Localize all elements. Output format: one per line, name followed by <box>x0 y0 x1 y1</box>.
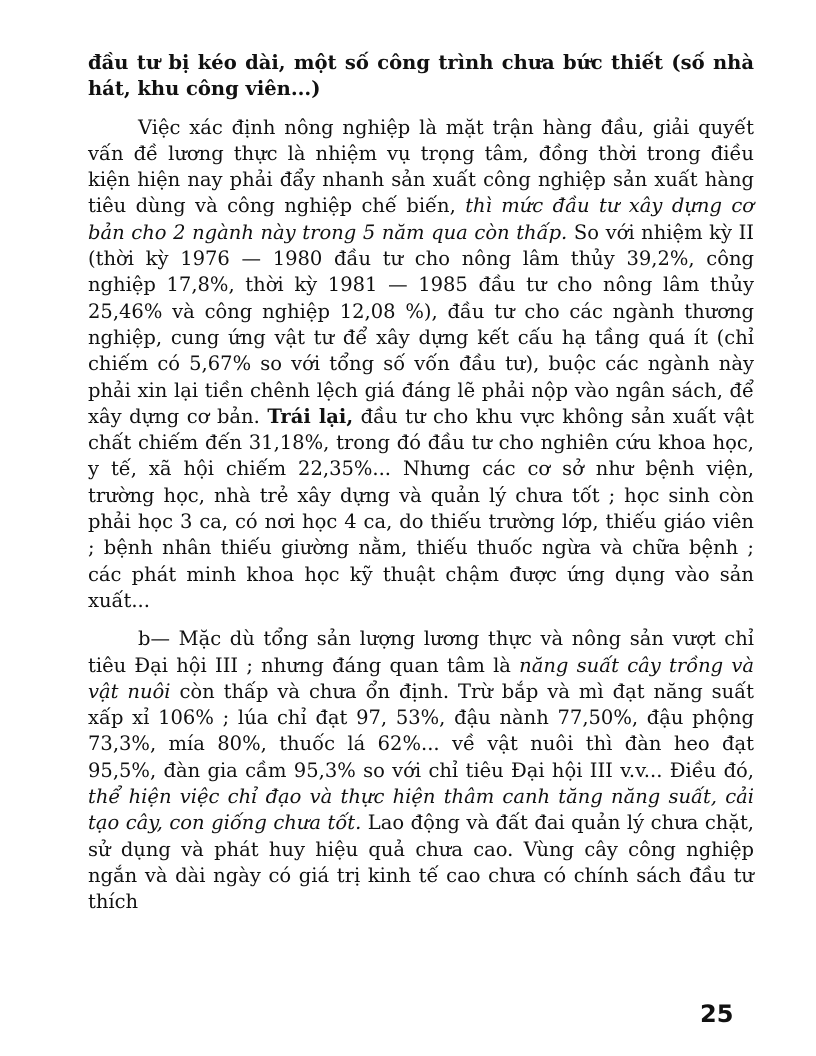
bold-text: Trái lại, <box>267 404 354 428</box>
text-run: b— Mặc dù tổng sản lượng lương thực và nông sản vượt chỉ tiêu Đại hội III ; nhưng đáng quan tâm là <box>88 627 754 677</box>
page-number: 25 <box>700 1000 734 1028</box>
paragraph <box>88 50 754 103</box>
italic-text: thì mức đầu tư xây dựng cơ bản cho 2 ngành này trong 5 năm qua còn thấp. <box>88 194 754 244</box>
bold-text: đầu tư bị kéo dài, một số công trình chưa bức thiết (số nhà hát, khu công viên...) <box>88 51 754 101</box>
italic-text: năng suất cây trồng và vật nuôi <box>88 653 754 703</box>
body-text <box>88 50 754 916</box>
paragraph <box>88 115 754 615</box>
text-run: còn thấp và chưa ổn định. Trừ bắp và mì đạt năng suất xấp xỉ 106% ; lúa chỉ đạt 97, 53%, đậu nành 77,50%, đậu phộng 73,3%, mía 80%, thuốc lá 62%... về vật nuôi thì đàn heo đạt 95,5%, đàn gia cầm 95,3% so với chỉ tiêu Đại hội III v.v... Điều đó, <box>88 679 754 782</box>
text-run: So với nhiệm kỳ II (thời kỳ 1976 — 1980 đầu tư cho nông lâm thủy 39,2%, công nghiệp 17,8%, thời kỳ 1981 — 1985 đầu tư cho nông lâm thủy 25,46% và công nghiệp 12,08 %), đầu tư cho các ngành thương nghiệp, cung ứng vật tư để xây dựng kết cấu hạ tầng quá ít (chỉ chiếm có 5,67% so với tổng số vốn đầu tư), buộc các ngành này phải xin lại tiền chênh lệch giá đáng lẽ phải nộp vào ngân sách, để xây dựng cơ bản. <box>88 220 754 428</box>
text-run: Lao động và đất đai quản lý chưa chặt, sử dụng và phát huy hiệu quả chưa cao. Vùng cây công nghiệp ngắn và dài ngày có giá trị kinh tế cao chưa có chính sách đầu tư thích <box>88 811 754 914</box>
italic-text: thể hiện việc chỉ đạo và thực hiện thâm canh tăng năng suất, cải tạo cây, con giống chưa tốt. <box>88 785 754 835</box>
text-run: đầu tư cho khu vực không sản xuất vật chất chiếm đến 31,18%, trong đó đầu tư cho nghiên cứu khoa học, y tế, xã hội chiếm 22,35%... Nhưng các cơ sở như bệnh viện, trường học, nhà trẻ xây dựng và quản lý chưa tốt ; học sinh còn phải học 3 ca, có nơi học 4 ca, do thiếu trường lớp, thiếu giáo viên ; bệnh nhân thiếu giường nằm, thiếu thuốc ngừa và chữa bệnh ; các phát minh khoa học kỹ thuật chậm được ứng dụng vào sản xuất... <box>88 404 755 612</box>
paragraph <box>88 626 754 915</box>
text-run: Việc xác định nông nghiệp là mặt trận hàng đầu, giải quyết vấn đề lương thực là nhiệm vụ trọng tâm, đồng thời trong điều kiện hiện nay phải đẩy nhanh sản xuất công nghiệp sản xuất hàng tiêu dùng và công nghiệp chế biến, <box>88 115 754 218</box>
